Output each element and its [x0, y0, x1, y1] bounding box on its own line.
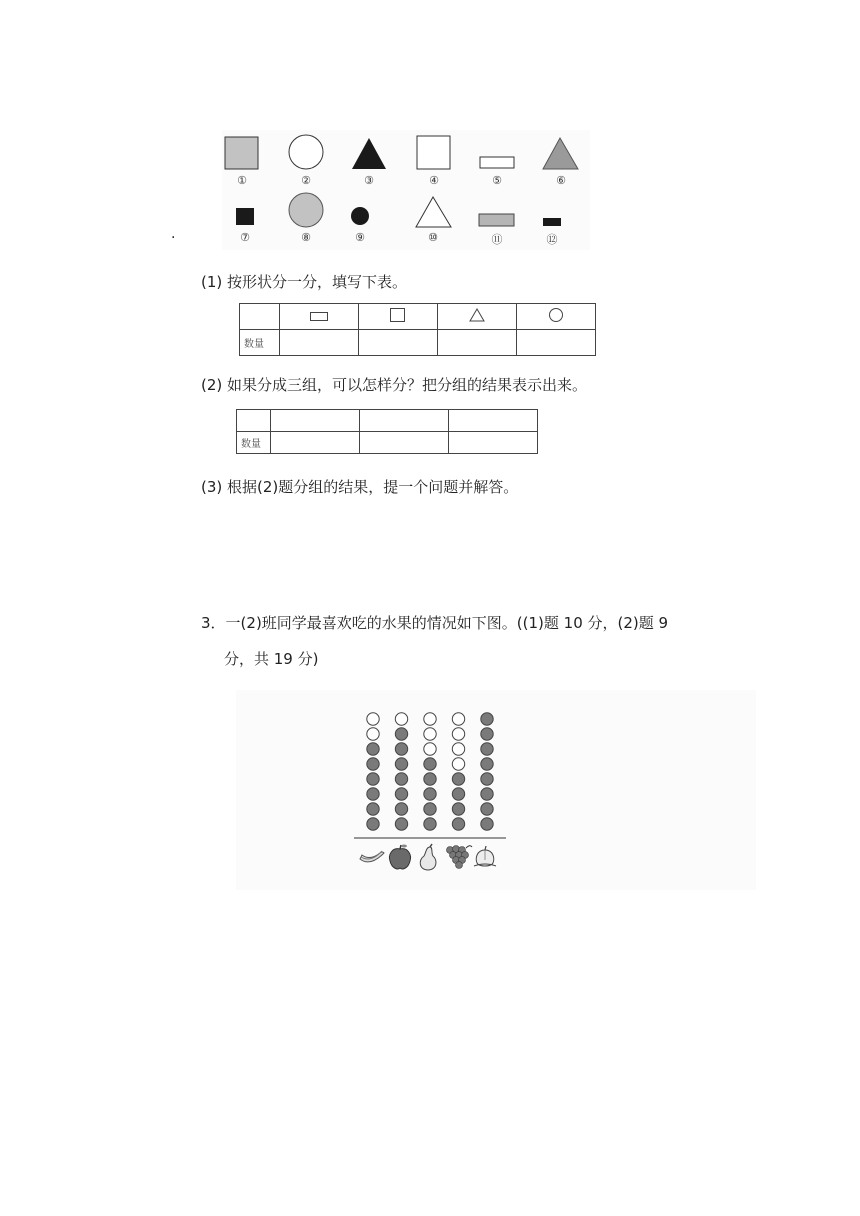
- white-rectangle-shape: [480, 157, 514, 168]
- question-2-text: (2) 如果分成三组，可以怎样分？把分组的结果表示出来。: [201, 376, 588, 394]
- filled-dot: [367, 758, 379, 770]
- filled-dot: [481, 713, 493, 725]
- empty-dot: [452, 758, 464, 770]
- filled-dot: [452, 818, 464, 830]
- dot-columns: [367, 713, 493, 830]
- filled-dot: [395, 803, 407, 815]
- shape-label: ⑥: [556, 174, 566, 187]
- empty-dot: [395, 713, 407, 725]
- peach-icon: [474, 846, 496, 866]
- empty-dot: [452, 728, 464, 740]
- shape-label: ⑪: [491, 233, 503, 246]
- shape-label: ③: [364, 174, 374, 187]
- problem-3-line-2: 分，共 19 分): [224, 650, 319, 668]
- empty-dot: [424, 728, 436, 740]
- pear-icon: [420, 844, 436, 870]
- answer-cell[interactable]: [360, 432, 449, 454]
- question-1-text: (1) 按形状分一分，填写下表。: [201, 273, 408, 291]
- filled-dot: [481, 758, 493, 770]
- filled-dot: [452, 803, 464, 815]
- shape-label: ⑤: [492, 174, 502, 187]
- question-3-text: (3) 根据(2)题分组的结果，提一个问题并解答。: [201, 478, 519, 496]
- row-label: 数量: [237, 432, 271, 454]
- empty-dot: [424, 713, 436, 725]
- filled-dot: [395, 758, 407, 770]
- filled-dot: [424, 788, 436, 800]
- shape-label: ⑩: [428, 231, 438, 244]
- header-rectangle: [280, 304, 359, 330]
- triangle-icon: [468, 307, 486, 323]
- black-circle-shape: [351, 207, 369, 225]
- group-header-cell[interactable]: [360, 410, 449, 432]
- white-circle-shape: [289, 135, 323, 169]
- header-triangle: [438, 304, 517, 330]
- row-label: 数量: [240, 330, 280, 356]
- filled-dot: [395, 728, 407, 740]
- filled-dot: [395, 818, 407, 830]
- answer-cell[interactable]: [449, 432, 538, 454]
- white-triangle-shape: [416, 197, 451, 227]
- shape-label: ⑨: [355, 231, 365, 244]
- filled-dot: [395, 743, 407, 755]
- black-triangle-shape: [352, 138, 386, 169]
- filled-dot: [481, 803, 493, 815]
- shape-label: ①: [237, 174, 247, 187]
- shape-label: ②: [301, 174, 311, 187]
- filled-dot: [481, 743, 493, 755]
- black-small-square-shape: [236, 208, 254, 225]
- apple-icon: [389, 845, 410, 869]
- shape-label: ⑦: [240, 231, 250, 244]
- shape-label: ⑫: [546, 233, 558, 246]
- filled-dot: [452, 788, 464, 800]
- group-header-cell[interactable]: [271, 410, 360, 432]
- gray-triangle-shape: [543, 138, 578, 169]
- gray-square-shape: [225, 137, 258, 169]
- group-header-cell[interactable]: [449, 410, 538, 432]
- shape-label: ④: [429, 174, 439, 187]
- filled-dot: [481, 788, 493, 800]
- banana-icon: [360, 851, 384, 862]
- shape-count-table: [239, 303, 596, 356]
- empty-dot: [452, 713, 464, 725]
- problem-3-line-1: 3．一(2)班同学最喜欢吃的水果的情况如下图。((1)题 10 分，(2)题 9: [201, 614, 669, 632]
- filled-dot: [481, 773, 493, 785]
- filled-dot: [367, 818, 379, 830]
- header-circle: [517, 304, 596, 330]
- filled-dot: [452, 773, 464, 785]
- black-small-rectangle-shape: [543, 218, 561, 226]
- shape-label: ⑧: [301, 231, 311, 244]
- answer-cell[interactable]: [438, 330, 517, 356]
- filled-dot: [424, 803, 436, 815]
- fruit-dot-chart: [340, 700, 520, 880]
- corner-cell: [240, 304, 280, 330]
- filled-dot: [424, 773, 436, 785]
- white-square-shape: [417, 136, 450, 169]
- answer-cell[interactable]: [271, 432, 360, 454]
- filled-dot: [367, 743, 379, 755]
- filled-dot: [395, 788, 407, 800]
- square-icon: [389, 307, 407, 323]
- margin-dot: .: [171, 226, 176, 242]
- filled-dot: [367, 803, 379, 815]
- empty-dot: [452, 743, 464, 755]
- rectangle-icon: [309, 310, 329, 322]
- filled-dot: [367, 788, 379, 800]
- empty-dot: [424, 743, 436, 755]
- answer-cell[interactable]: [517, 330, 596, 356]
- gray-circle-shape: [289, 193, 323, 227]
- empty-dot: [367, 713, 379, 725]
- filled-dot: [481, 818, 493, 830]
- circle-icon: [547, 307, 565, 323]
- answer-cell[interactable]: [280, 330, 359, 356]
- group-count-table: [236, 409, 538, 454]
- filled-dot: [424, 758, 436, 770]
- filled-dot: [424, 818, 436, 830]
- answer-cell[interactable]: [359, 330, 438, 356]
- filled-dot: [395, 773, 407, 785]
- header-square: [359, 304, 438, 330]
- empty-dot: [367, 728, 379, 740]
- filled-dot: [367, 773, 379, 785]
- shapes-svg: [0, 0, 860, 260]
- grapes-icon: [447, 846, 473, 869]
- corner-cell: [237, 410, 271, 432]
- filled-dot: [481, 728, 493, 740]
- gray-rectangle-shape: [479, 214, 514, 226]
